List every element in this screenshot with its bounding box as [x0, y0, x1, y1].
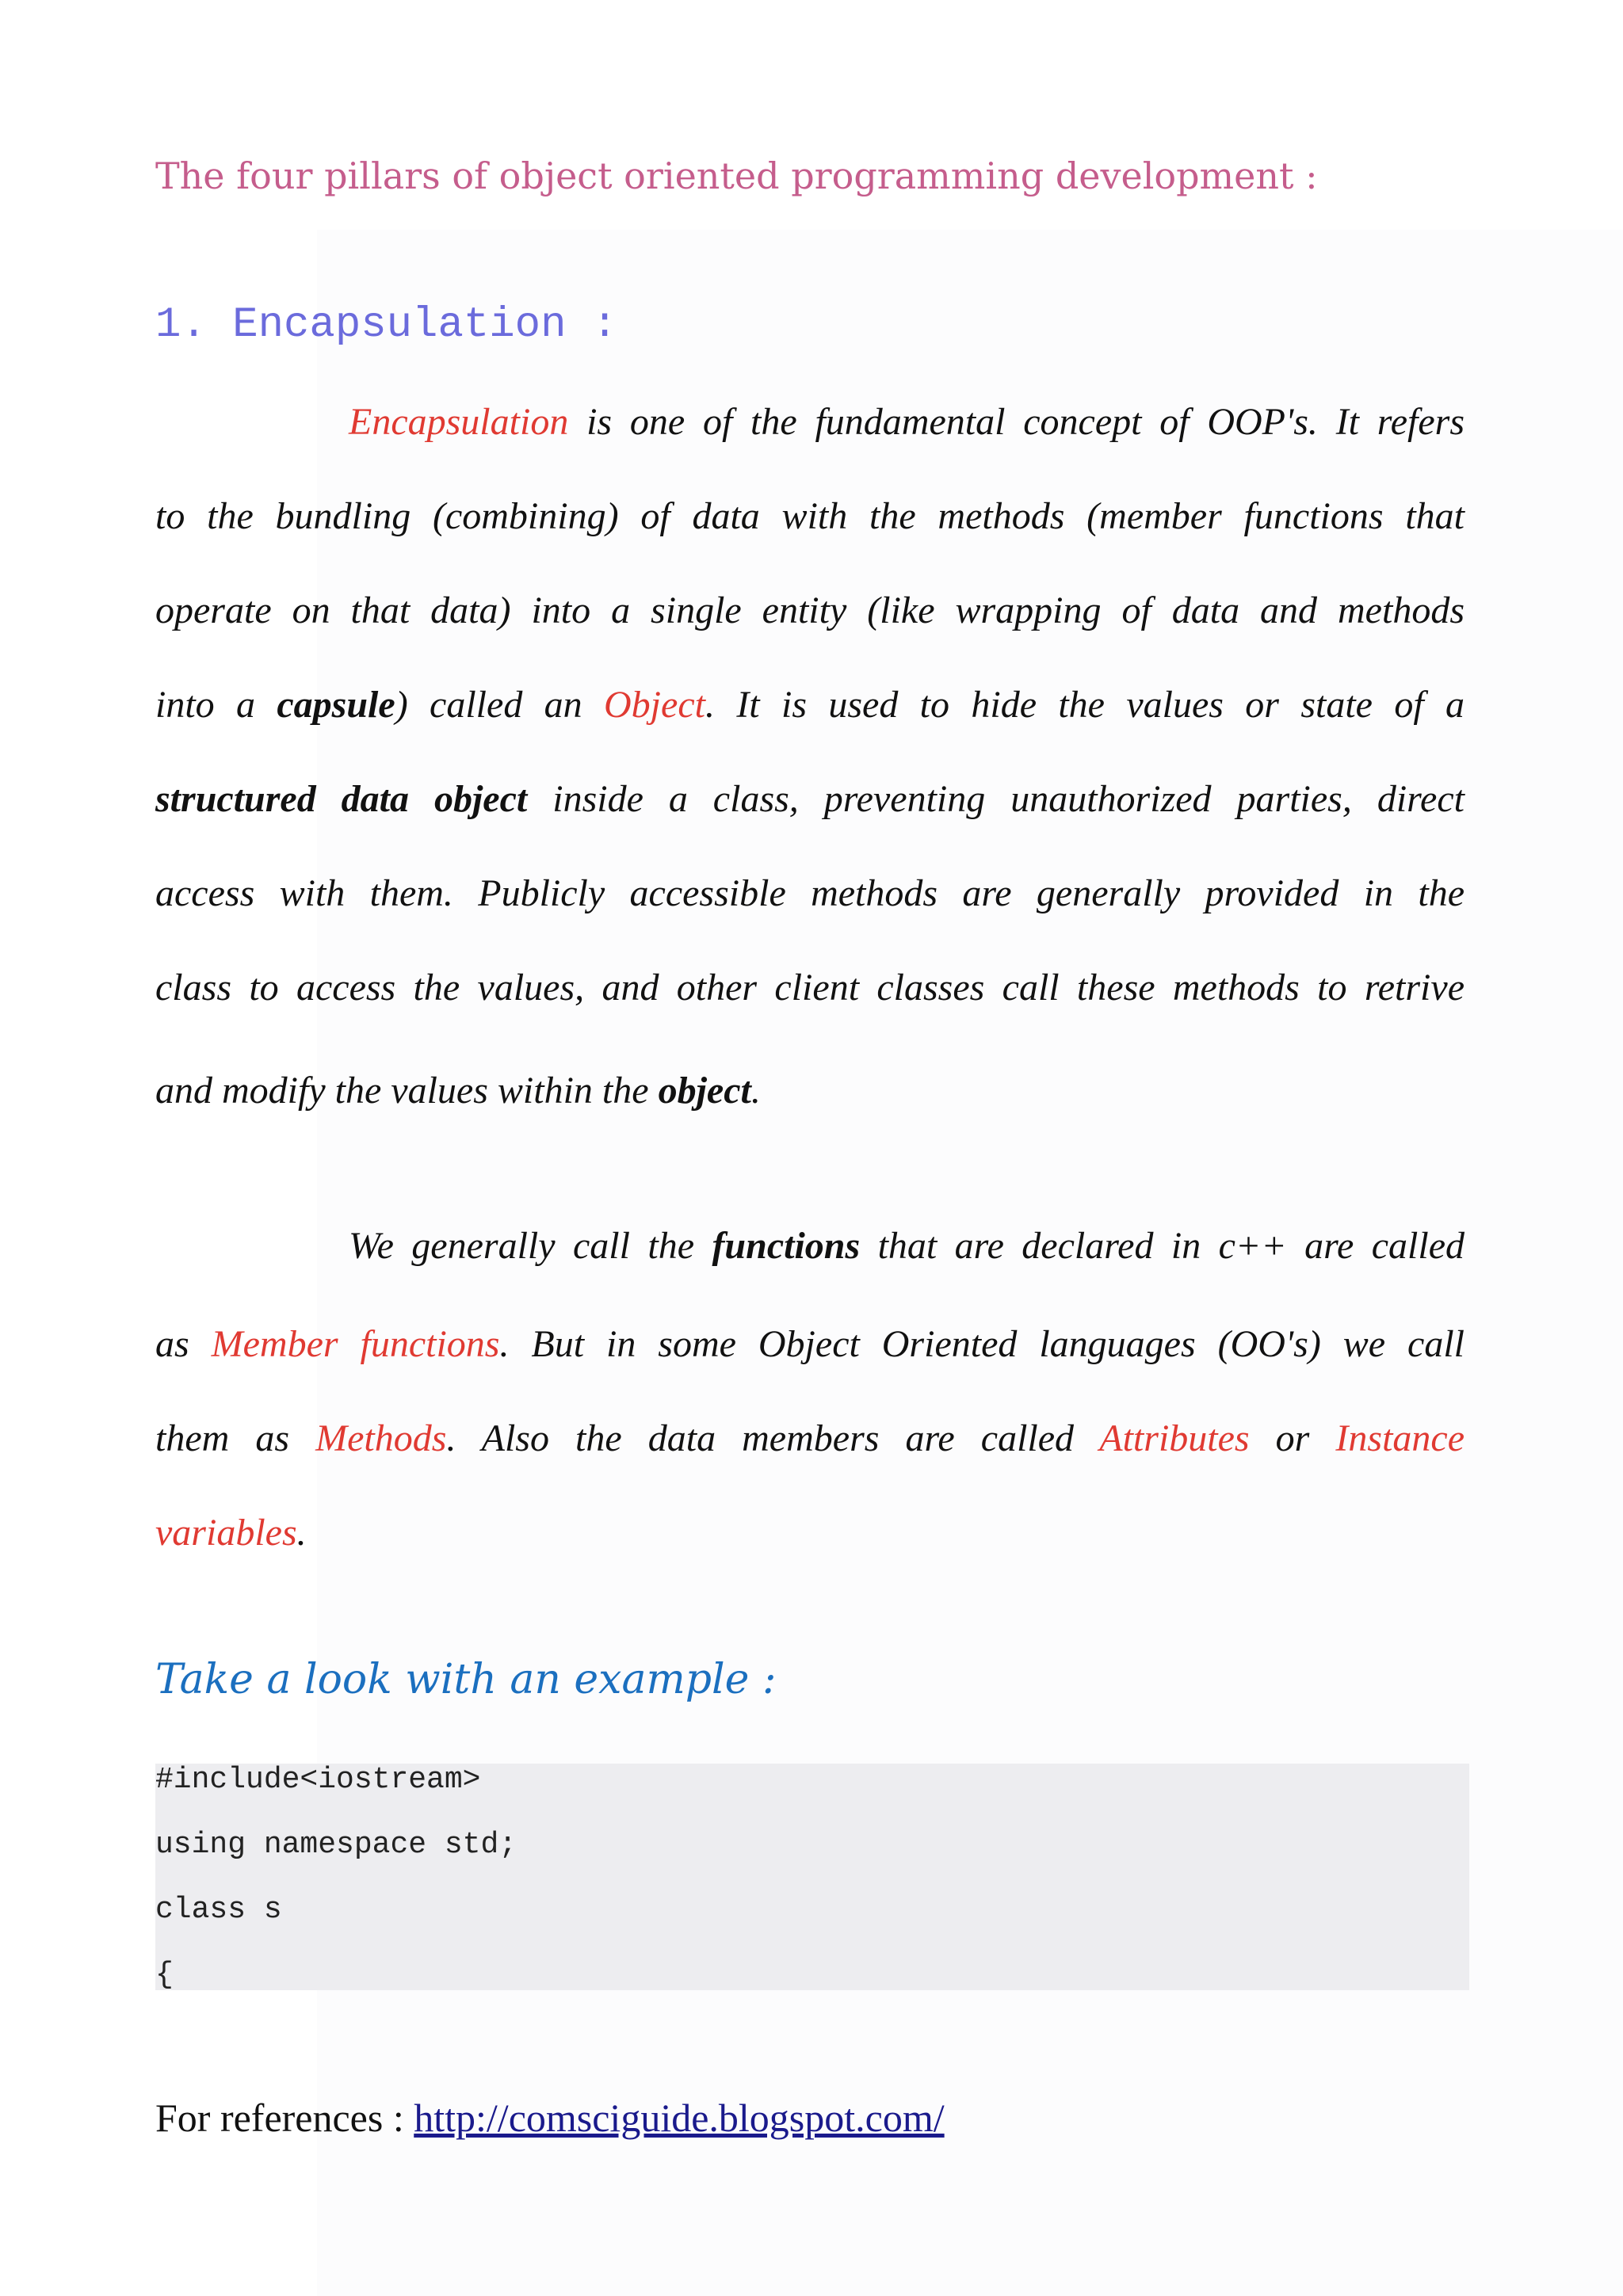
section-heading-encapsulation: 1. Encapsulation :	[155, 301, 618, 349]
p2-line4-b: .	[296, 1512, 307, 1554]
p2-line1-a: We generally call the	[349, 1225, 712, 1267]
p2-line3-c: . Also the data members are called	[446, 1417, 1100, 1459]
p1-line4-e: . It is used to hide the values or state of a	[705, 684, 1465, 726]
p1-line7: class to access the values, and other client classes call these methods to retrive	[155, 967, 1465, 1009]
term-structured-data-object: structured data object	[155, 778, 528, 820]
term-member-functions: Member functions	[211, 1323, 500, 1365]
term-functions: functions	[712, 1225, 861, 1267]
paragraph-member-functions	[155, 1224, 1465, 1605]
document-title: The four pillars of object oriented programming development :	[155, 154, 1318, 197]
term-object-bold: object	[658, 1070, 751, 1112]
p1-line4-a: into a	[155, 684, 277, 726]
p2-line3-e: or	[1249, 1417, 1336, 1459]
p1-line4-c: ) called an	[395, 684, 605, 726]
p1-line3: operate on that data) into a single entity (like wrapping of data and methods	[155, 589, 1465, 631]
p2-line2-c: . But in some Object Oriented languages (OO's) we call	[499, 1323, 1465, 1365]
p1-line8-a: and modify the values within the	[155, 1070, 659, 1112]
code-block	[155, 1764, 1469, 1990]
code-line: {	[155, 1958, 174, 1992]
paragraph-encapsulation-definition	[155, 400, 1465, 1163]
references-link[interactable]: http://comsciguide.blogspot.com/	[414, 2096, 945, 2140]
p2-line2-a: as	[155, 1323, 212, 1365]
term-capsule: capsule	[277, 684, 395, 726]
p2-line3-a: them as	[155, 1417, 316, 1459]
p1-line2: to the bundling (combining) of data with the methods (member functions that	[155, 495, 1465, 537]
p2-line1-c: that are declared in c++ are called	[860, 1225, 1465, 1267]
code-line: class s	[155, 1893, 282, 1927]
term-attributes: Attributes	[1099, 1417, 1250, 1459]
term-encapsulation: Encapsulation	[349, 401, 569, 443]
code-line: using namespace std;	[155, 1828, 517, 1862]
p1-line1-text: is one of the fundamental concept of OOP's. It refers	[568, 401, 1465, 443]
p1-line5-b: inside a class, preventing unauthorized parties, direct	[527, 778, 1465, 820]
p1-line8-c: .	[750, 1070, 761, 1112]
term-variables: variables	[155, 1512, 297, 1554]
references-line	[155, 2095, 945, 2141]
term-instance: Instance	[1335, 1417, 1465, 1459]
code-line: #include<iostream>	[155, 1763, 481, 1797]
p1-line6: access with them. Publicly accessible methods are generally provided in the	[155, 872, 1465, 914]
example-heading: Take a look with an example :	[155, 1656, 777, 1703]
term-object: Object	[604, 684, 705, 726]
references-label: For references :	[155, 2096, 414, 2140]
term-methods: Methods	[315, 1417, 447, 1459]
